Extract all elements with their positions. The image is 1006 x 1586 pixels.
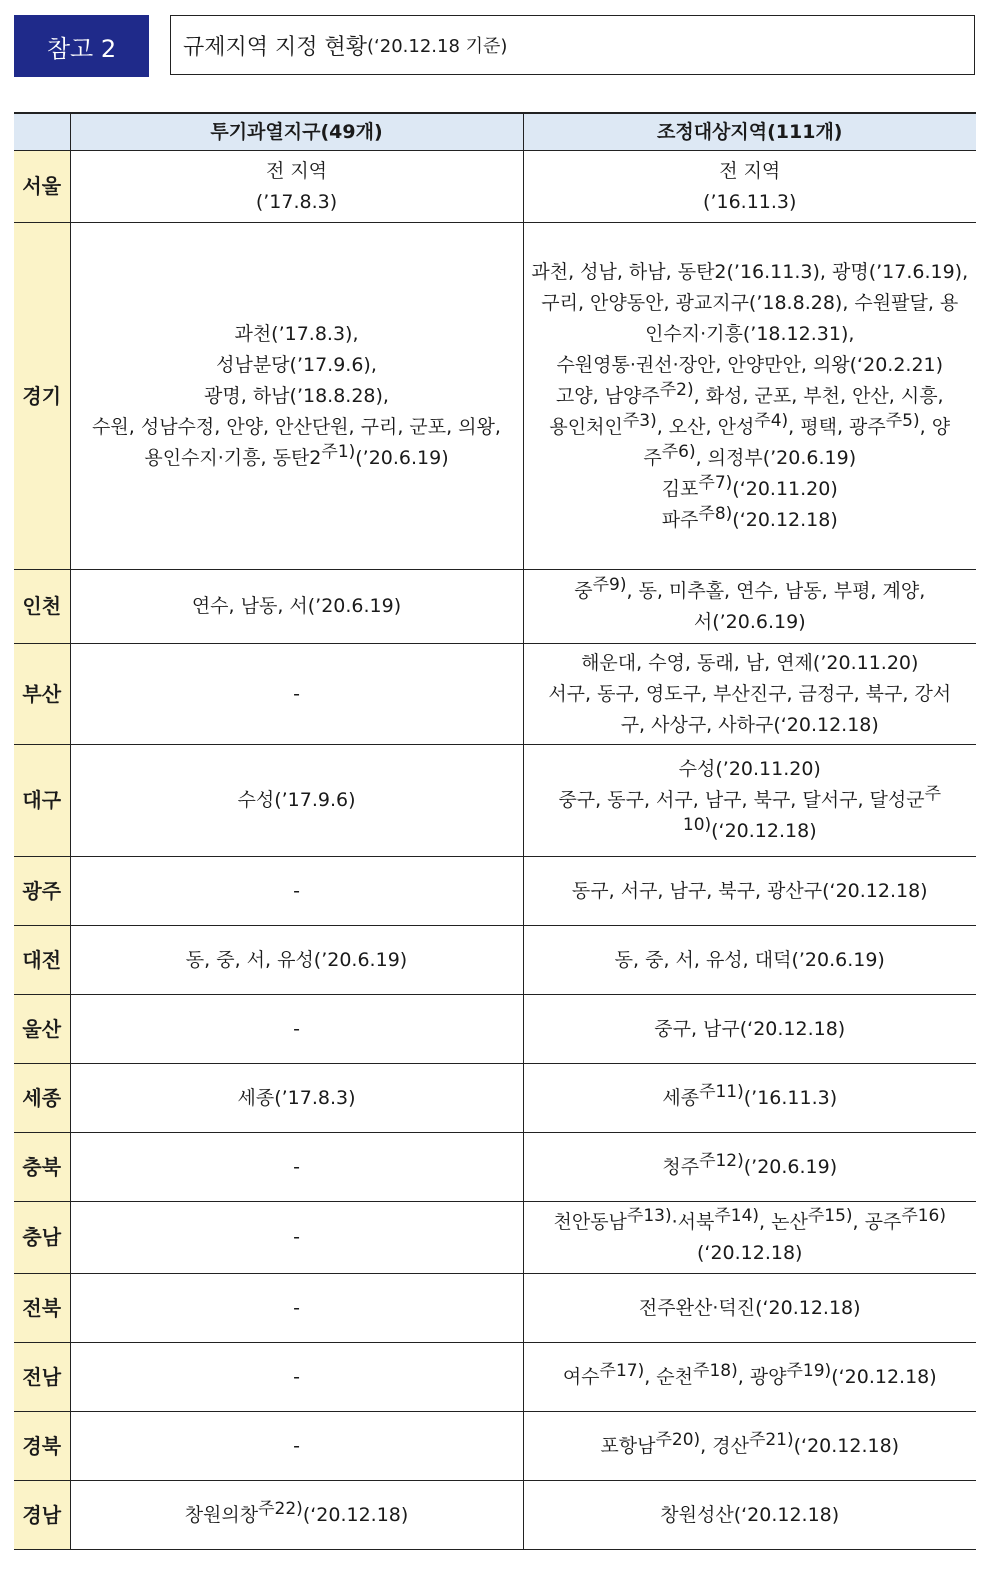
table-row <box>14 151 976 223</box>
cell-line <box>71 785 523 816</box>
cell-line <box>524 1293 977 1324</box>
cell-text: , 논산 <box>759 1210 808 1233</box>
region-cell: 인천 <box>14 570 70 644</box>
adjustment-zone-cell <box>523 857 976 926</box>
cell-line <box>524 257 977 288</box>
cell-text: 창원성산(‘20.12.18) <box>660 1503 840 1526</box>
region-cell: 부산 <box>14 644 70 745</box>
cell-text: (’16.11.3) <box>743 1086 838 1109</box>
speculation-zone-cell <box>70 1133 523 1202</box>
cell-line <box>524 1238 977 1269</box>
cell-line <box>71 412 523 443</box>
cell-text: 파주 <box>661 508 699 531</box>
cell-line <box>524 412 977 443</box>
cell-text: - <box>293 1155 300 1178</box>
footnote-marker: 주16) <box>901 1205 946 1226</box>
cell-line <box>524 350 977 381</box>
cell-line <box>524 1152 977 1183</box>
cell-text: - <box>293 879 300 902</box>
cell-line <box>524 754 977 785</box>
cell-text: (‘20.12.18) <box>793 1434 900 1457</box>
cell-text: 해운대, 수영, 동래, 남, 연제(’20.11.20) <box>581 651 919 674</box>
adjustment-zone-cell <box>523 926 976 995</box>
cell-line <box>524 1014 977 1045</box>
speculation-zone-cell <box>70 1481 523 1550</box>
cell-line <box>524 1083 977 1114</box>
cell-text: 중구, 동구, 서구, 남구, 북구, 달서구, 달성군 <box>558 789 925 811</box>
adjustment-zone-cell <box>523 745 976 857</box>
cell-text: ·서북 <box>671 1210 715 1233</box>
cell-line <box>71 319 523 350</box>
speculation-zone-cell <box>70 745 523 857</box>
cell-text: 구, 사상구, 사하구(‘20.12.18) <box>620 713 879 736</box>
speculation-zone-cell <box>70 644 523 745</box>
cell-text: (’16.11.3) <box>703 190 797 213</box>
cell-text: - <box>293 1017 300 1040</box>
cell-line <box>524 710 977 741</box>
table-row <box>14 1343 976 1412</box>
table-row <box>14 223 976 570</box>
footnote-marker: 주12) <box>699 1150 744 1171</box>
header-corner <box>14 113 70 151</box>
cell-line <box>71 187 523 218</box>
page-title-box <box>170 15 975 75</box>
footnote-marker: 주8) <box>698 503 733 524</box>
cell-text: - <box>293 682 300 705</box>
adjustment-zone-cell <box>523 1412 976 1481</box>
cell-line <box>524 1362 977 1393</box>
footnote-marker: 주22) <box>258 1498 303 1519</box>
cell-text: 창원의창 <box>184 1503 259 1526</box>
cell-text: - <box>293 1365 300 1388</box>
table-row <box>14 1412 976 1481</box>
table-row <box>14 1064 976 1133</box>
footnote-marker: 주2) <box>659 379 694 400</box>
cell-line <box>71 945 523 976</box>
cell-line <box>524 816 977 847</box>
footnote-marker: 주9) <box>592 574 627 595</box>
page-title: 규제지역 지정 현황 <box>183 34 368 60</box>
table-row <box>14 1133 976 1202</box>
footnote-marker: 주21) <box>748 1429 794 1450</box>
cell-text: , 공주 <box>852 1210 902 1233</box>
footnote-marker: 주14) <box>714 1205 760 1226</box>
cell-line <box>71 1152 523 1183</box>
table-row <box>14 745 976 857</box>
cell-text: 동구, 서구, 남구, 북구, 광산구(‘20.12.18) <box>571 879 928 902</box>
speculation-zone-cell <box>70 1274 523 1343</box>
cell-text: 수원, 성남수정, 안양, 안산단원, 구리, 군포, 의왕, <box>92 415 501 438</box>
region-cell: 경북 <box>14 1412 70 1481</box>
region-cell: 서울 <box>14 151 70 223</box>
adjustment-zone-cell <box>523 223 976 570</box>
cell-text: 구리, 안양동안, 광교지구(’18.8.28), 수원팔달, 용 <box>541 291 959 314</box>
cell-line <box>71 1362 523 1393</box>
cell-text: 과천, 성남, 하남, 동탄2(’16.11.3), 광명(’17.6.19), <box>531 260 969 283</box>
cell-text: 여수 <box>562 1365 600 1388</box>
region-cell: 경남 <box>14 1481 70 1550</box>
footnote-marker: 주6) <box>661 441 696 462</box>
cell-line <box>71 1293 523 1324</box>
cell-text: 과천(’17.8.3), <box>234 322 359 345</box>
cell-text: - <box>293 1296 300 1319</box>
cell-text: (‘20.12.18) <box>732 508 838 531</box>
cell-text: 성남분당(’17.9.6), <box>216 353 377 376</box>
cell-text: 용인수지·기흥, 동탄2 <box>144 446 322 469</box>
cell-text: 세종(’17.8.3) <box>237 1086 356 1109</box>
cell-line <box>524 1500 977 1531</box>
table-body <box>14 151 976 1550</box>
cell-line <box>524 648 977 679</box>
table-row <box>14 995 976 1064</box>
region-cell: 경기 <box>14 223 70 570</box>
cell-line <box>71 876 523 907</box>
cell-text: 고양, 남양주 <box>555 384 660 407</box>
table-row <box>14 1274 976 1343</box>
cell-line <box>71 156 523 187</box>
cell-line <box>524 288 977 319</box>
region-cell: 광주 <box>14 857 70 926</box>
footnote-marker: 주3) <box>622 410 657 431</box>
region-cell: 충북 <box>14 1133 70 1202</box>
speculation-zone-cell <box>70 1064 523 1133</box>
cell-text: - <box>293 1434 300 1457</box>
header-adjustment-zone: 조정대상지역(111개) <box>523 113 976 151</box>
region-cell: 전남 <box>14 1343 70 1412</box>
cell-line <box>524 679 977 710</box>
cell-text: 천안동남 <box>553 1210 627 1233</box>
adjustment-zone-cell <box>523 1274 976 1343</box>
cell-text: - <box>293 1226 300 1248</box>
footnote-marker: 주17) <box>599 1360 645 1381</box>
footnote-marker: 주20) <box>655 1429 701 1450</box>
table-row <box>14 570 976 644</box>
cell-line <box>71 679 523 710</box>
cell-text: 서(’20.6.19) <box>693 610 806 633</box>
adjustment-zone-cell <box>523 1481 976 1550</box>
title-date: (‘20.12.18 기준) <box>367 36 508 57</box>
cell-text: , 화성, 군포, 부천, 안산, 시흥, <box>693 384 944 407</box>
cell-text: 수성(’20.11.20) <box>678 758 821 780</box>
cell-line <box>524 1207 977 1238</box>
cell-line <box>524 505 977 536</box>
cell-text: , 동, 미추홀, 연수, 남동, 부평, 계양, <box>626 579 926 602</box>
adjustment-zone-cell <box>523 570 976 644</box>
speculation-zone-cell <box>70 570 523 644</box>
adjustment-zone-cell <box>523 1202 976 1274</box>
cell-text: 용인처인 <box>549 415 623 438</box>
cell-text: , 광양 <box>737 1365 787 1388</box>
footnote-marker: 주15) <box>807 1205 853 1226</box>
cell-line <box>71 381 523 412</box>
footnote-marker: 주1) <box>321 441 356 462</box>
cell-text: 세종 <box>662 1086 700 1109</box>
cell-text: 인수지·기흥(’18.12.31), <box>645 322 855 345</box>
cell-line <box>524 474 977 505</box>
cell-line <box>524 785 977 816</box>
cell-text: 동, 중, 서, 유성(’20.6.19) <box>185 948 408 971</box>
cell-text: , 양 <box>919 415 951 438</box>
cell-line <box>524 319 977 350</box>
speculation-zone-cell <box>70 1343 523 1412</box>
cell-text: , 순천 <box>644 1365 694 1388</box>
cell-text: (’20.6.19) <box>355 446 449 469</box>
reference-badge: 참고 2 <box>14 15 149 77</box>
cell-text: 전주완산·덕진(‘20.12.18) <box>638 1296 861 1319</box>
cell-text: 수성(’17.9.6) <box>237 789 356 811</box>
cell-text: , 오산, 안성 <box>656 415 755 438</box>
cell-text: (‘20.12.18) <box>831 1365 937 1388</box>
footnote-marker: 주5) <box>885 410 920 431</box>
cell-text: 수원영통·권선·장안, 안양만안, 의왕(‘20.2.21) <box>556 353 944 376</box>
region-cell: 울산 <box>14 995 70 1064</box>
cell-text: 중구, 남구(‘20.12.18) <box>654 1017 846 1040</box>
footnote-marker: 주11) <box>699 1081 744 1102</box>
cell-line <box>524 576 977 607</box>
cell-text: , 의정부(’20.6.19) <box>695 446 857 469</box>
cell-line <box>524 876 977 907</box>
table-row <box>14 1481 976 1550</box>
cell-line <box>71 1500 523 1531</box>
cell-line <box>71 350 523 381</box>
cell-text: (’17.8.3) <box>255 190 338 213</box>
cell-line <box>524 607 977 638</box>
cell-text: , 평택, 광주 <box>788 415 886 438</box>
cell-text: 연수, 남동, 서(’20.6.19) <box>191 595 402 617</box>
cell-line <box>524 187 977 218</box>
cell-text: 서구, 동구, 영도구, 부산진구, 금정구, 북구, 강서 <box>548 682 952 705</box>
cell-line <box>524 945 977 976</box>
cell-text: (‘20.12.18) <box>302 1503 409 1526</box>
region-cell: 세종 <box>14 1064 70 1133</box>
table-row <box>14 644 976 745</box>
cell-line <box>71 443 523 474</box>
table-row <box>14 926 976 995</box>
header-speculation-zone: 투기과열지구(49개) <box>70 113 523 151</box>
footnote-marker: 주4) <box>754 410 789 431</box>
speculation-zone-cell <box>70 223 523 570</box>
cell-line <box>71 1014 523 1045</box>
regulation-table <box>14 112 976 1550</box>
table-header-row <box>14 113 976 151</box>
footnote-marker: 10) <box>682 815 712 835</box>
cell-line <box>524 156 977 187</box>
cell-text: 청주 <box>662 1155 700 1178</box>
speculation-zone-cell <box>70 995 523 1064</box>
cell-text: , 경산 <box>700 1434 749 1457</box>
cell-line <box>71 1083 523 1114</box>
cell-text: 동, 중, 서, 유성, 대덕(’20.6.19) <box>614 948 885 971</box>
footnote-marker: 주13) <box>626 1205 672 1226</box>
cell-text: (’20.6.19) <box>743 1155 838 1178</box>
cell-text: (‘20.12.18) <box>697 1241 803 1264</box>
cell-text: 김포 <box>661 477 699 500</box>
footnote-marker: 주 <box>924 784 942 804</box>
adjustment-zone-cell <box>523 1343 976 1412</box>
speculation-zone-cell <box>70 151 523 223</box>
cell-line <box>71 1431 523 1462</box>
adjustment-zone-cell <box>523 1133 976 1202</box>
cell-text: 중 <box>574 579 593 602</box>
speculation-zone-cell <box>70 857 523 926</box>
cell-text: 포항남 <box>600 1434 656 1457</box>
cell-line <box>71 1222 523 1253</box>
footnote-marker: 주19) <box>786 1360 832 1381</box>
cell-text: 전 지역 <box>719 159 781 182</box>
cell-text: (‘20.11.20) <box>732 477 838 500</box>
adjustment-zone-cell <box>523 151 976 223</box>
cell-line <box>71 591 523 622</box>
adjustment-zone-cell <box>523 1064 976 1133</box>
footnote-marker: 주18) <box>693 1360 738 1381</box>
cell-text: 주 <box>643 446 662 469</box>
footnote-marker: 주7) <box>698 472 733 493</box>
region-cell: 대전 <box>14 926 70 995</box>
region-cell: 충남 <box>14 1202 70 1274</box>
adjustment-zone-cell <box>523 995 976 1064</box>
region-cell: 전북 <box>14 1274 70 1343</box>
cell-line <box>524 1431 977 1462</box>
speculation-zone-cell <box>70 926 523 995</box>
region-cell: 대구 <box>14 745 70 857</box>
cell-line <box>524 443 977 474</box>
cell-text: (‘20.12.18) <box>711 820 817 842</box>
speculation-zone-cell <box>70 1202 523 1274</box>
table-row <box>14 1202 976 1274</box>
cell-text: 전 지역 <box>265 159 328 182</box>
speculation-zone-cell <box>70 1412 523 1481</box>
cell-line <box>524 381 977 412</box>
table-row <box>14 857 976 926</box>
cell-text: 광명, 하남(’18.8.28), <box>204 384 389 407</box>
adjustment-zone-cell <box>523 644 976 745</box>
